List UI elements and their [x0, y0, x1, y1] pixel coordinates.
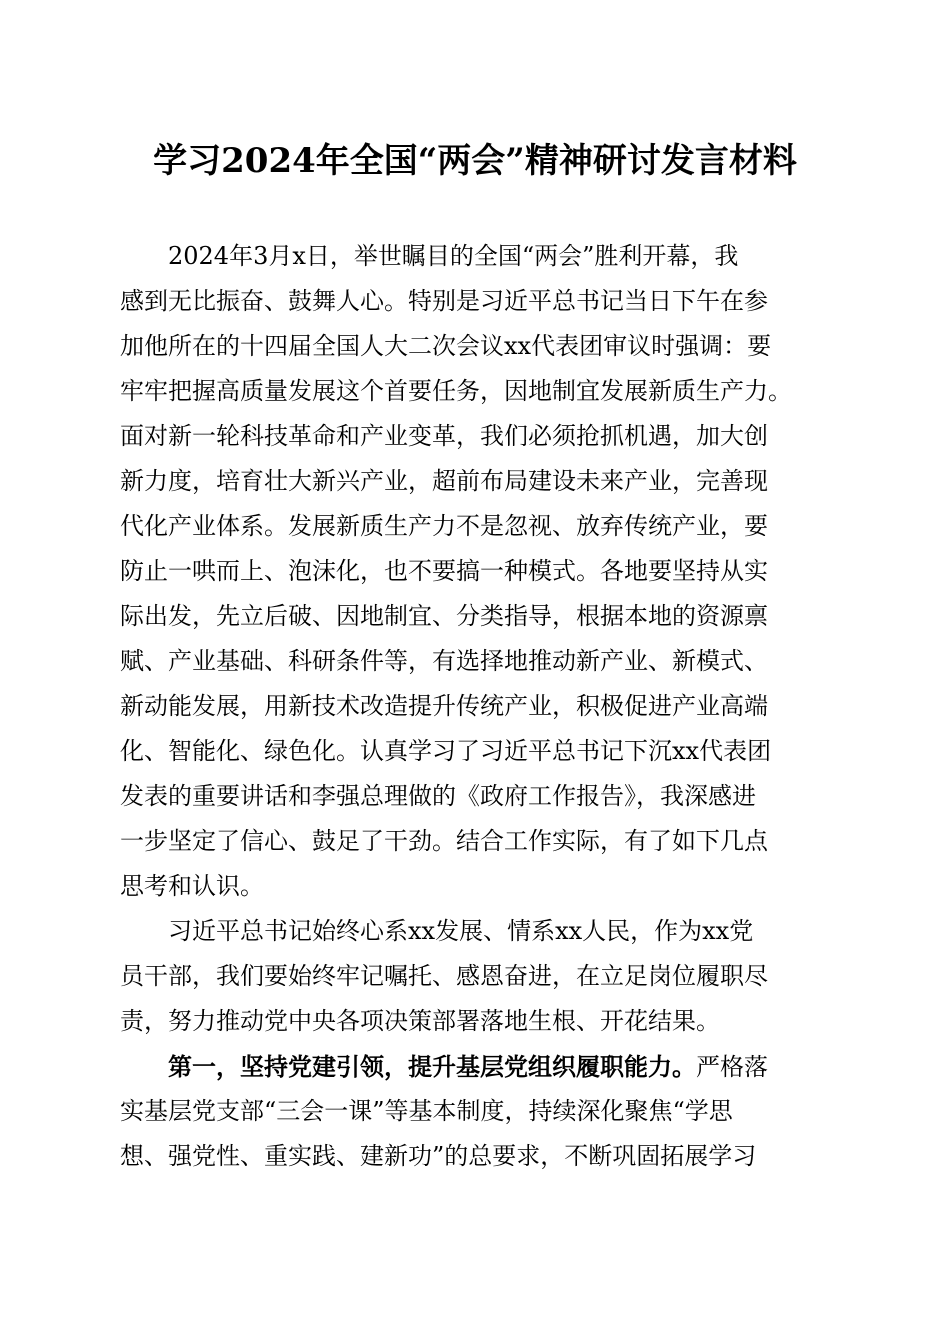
paragraph-1-line-14: 一步坚定了信心、鼓足了干劲。结合工作实际，有了如下几点 — [120, 827, 768, 855]
paragraph-1-line-2: 感到无比振奋、鼓舞人心。特别是习近平总书记当日下午在参 — [120, 287, 768, 315]
paragraph-1-line-15: 思考和认识。 — [120, 872, 264, 900]
paragraph-1-line-5: 面对新一轮科技革命和产业变革，我们必须抢抓机遇，加大创 — [120, 422, 768, 450]
paragraph-1-line-1: 2024年3月x日，举世瞩目的全国“两会”胜利开幕，我 — [168, 242, 739, 270]
paragraph-2-line-2: 员干部，我们要始终牢记嘱托、感恩奋进，在立足岗位履职尽 — [120, 962, 768, 990]
paragraph-2-line-1: 习近平总书记始终心系xx发展、情系xx人民，作为xx党 — [168, 917, 754, 945]
paragraph-1-line-8: 防止一哄而上、泡沫化，也不要搞一种模式。各地要坚持从实 — [120, 557, 768, 585]
paragraph-3-line-1-text: 严格落 — [696, 1053, 768, 1081]
paragraph-3-line-1 — [120, 1044, 840, 1089]
paragraph-1-line-11: 新动能发展，用新技术改造提升传统产业，积极促进产业高端 — [120, 692, 768, 720]
paragraph-3-line-2: 实基层党支部“三会一课”等基本制度，持续深化聚焦“学思 — [120, 1097, 733, 1125]
paragraph-1-line-13: 发表的重要讲话和李强总理做的《政府工作报告》，我深感进 — [120, 782, 756, 810]
document-body — [120, 234, 840, 1179]
paragraph-2-line-3: 责，努力推动党中央各项决策部署落地生根、开花结果。 — [120, 1007, 720, 1035]
paragraph-3-line-3: 想、强党性、重实践、建新功”的总要求，不断巩固拓展学习 — [120, 1142, 757, 1170]
paragraph-1-line-6: 新力度，培育壮大新兴产业，超前布局建设未来产业，完善现 — [120, 467, 768, 495]
document-title: 学习2024年全国“两会”精神研讨发言材料 — [153, 141, 797, 181]
paragraph-1-line-7: 代化产业体系。发展新质生产力不是忽视、放弃传统产业，要 — [120, 512, 768, 540]
paragraph-1-line-4: 牢牢把握高质量发展这个首要任务，因地制宜发展新质生产力。 — [120, 377, 792, 405]
paragraph-1-line-12: 化、智能化、绿色化。认真学习了习近平总书记下沉xx代表团 — [120, 737, 772, 765]
paragraph-1-line-9: 际出发，先立后破、因地制宜、分类指导，根据本地的资源禀 — [120, 602, 768, 630]
paragraph-1-line-10: 赋、产业基础、科研条件等，有选择地推动新产业、新模式、 — [120, 647, 768, 675]
section-heading-first: 第一，坚持党建引领，提升基层党组织履职能力。 — [168, 1052, 696, 1081]
paragraph-1-line-3: 加他所在的十四届全国人大二次会议xx代表团审议时强调：要 — [120, 332, 772, 360]
